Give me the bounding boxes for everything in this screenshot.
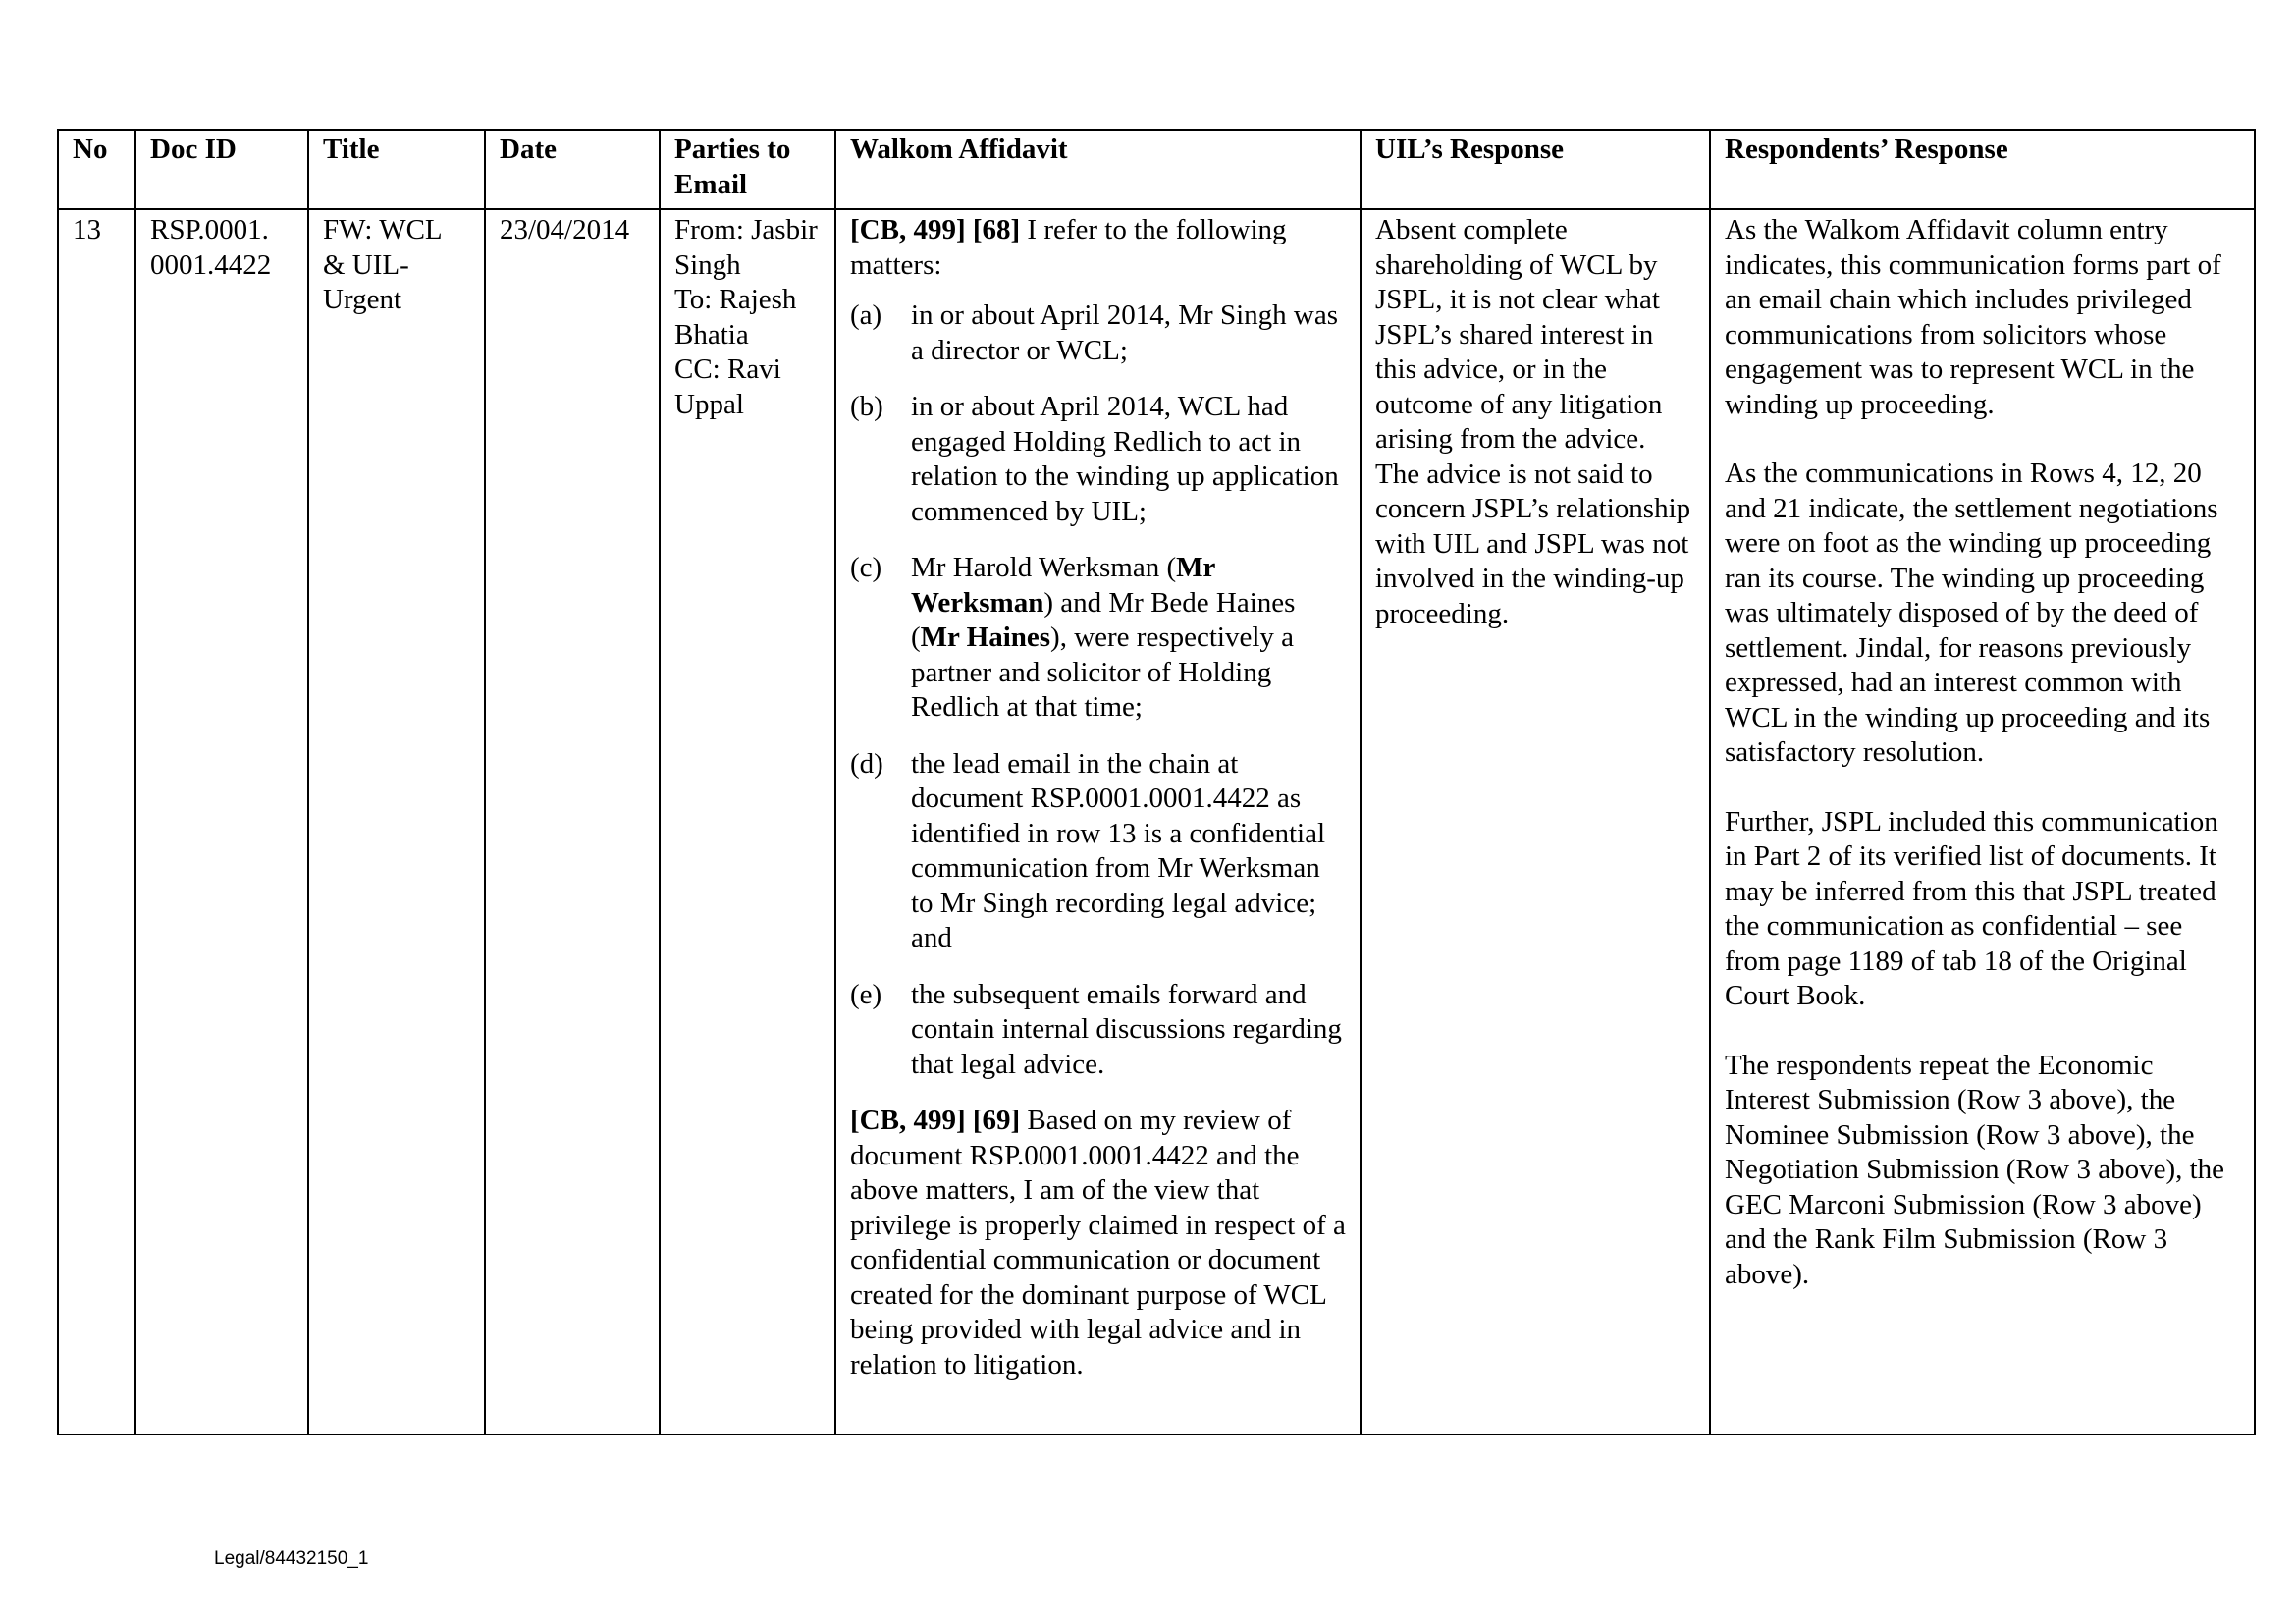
cell-walkom-affidavit [835,209,1361,1435]
list-marker: (c) [850,552,882,583]
cell-no: 13 [58,209,135,1435]
header-row [58,130,2255,209]
walkom-paragraph-69-text: Based on my review of document RSP.0001.0001.4422 and the above matters, I am of the view that privilege is properly claimed in respect of a confidential communication or document created for the dominant purpose of WCL being provided with legal advice and in relation to litigation. [850,1105,1346,1380]
respondents-paragraph: As the communications in Rows 4, 12, 20 and 21 indicate, the settlement negotiations were on foot as the winding up proceeding ran its course. The winding up proceeding was ultimately disposed of by the deed of settlement. Jindal, for reasons previously expressed, had an interest common with WCL in the winding up proceeding and its satisfactory resolution. [1725,458,2218,768]
list-marker: (e) [850,978,882,1010]
respondents-paragraph: As the Walkom Affidavit column entry indicates, this communication forms part of an email chain which includes privileged communications from solicitors whose engagement was to represent WCL in the winding up proceeding. [1725,214,2221,420]
cell-uil-response [1361,209,1710,1435]
list-item-text: in or about April 2014, Mr Singh was a director or WCL; [911,299,1338,366]
header-parties: Parties to Email [660,130,835,209]
text-segment: ) and Mr Bede Haines ( [911,586,1296,653]
list-item [850,978,1346,1083]
header-walkom-affidavit: Walkom Affidavit [835,130,1361,209]
citation-68: [CB, 499] [68] [850,214,1021,245]
table-row [58,209,2255,1435]
walkom-matters-list [850,298,1346,1082]
list-item [850,390,1346,529]
cell-parties [660,209,835,1435]
privilege-table [57,129,2256,1435]
doc-id-line-1: RSP.0001. [150,214,269,245]
citation-69: [CB, 499] [69] [850,1105,1021,1136]
cell-date: 23/04/2014 [485,209,660,1435]
text-segment: ), were respectively a partner and solicitor of Holding Redlich at that time; [911,622,1295,723]
respondents-paragraph: Further, JSPL included this communication in Part 2 of its verified list of documents. It may be inferred from this that JSPL treated the communication as confidential – see from page 1189 of tab 18 of the Original Court Book. [1725,805,2218,1011]
list-marker: (b) [850,391,883,422]
header-title: Title [308,130,485,209]
respondents-paragraph: The respondents repeat the Economic Interest Submission (Row 3 above), the Nominee Submission (Row 3 above), the Negotiation Submission (Row 3 above), the GEC Marconi Submission (Row 3 above) and the Rank Film Submission (Row 3 above). [1725,1049,2225,1290]
walkom-paragraph-68 [850,213,1346,283]
walkom-paragraph-69 [850,1104,1346,1382]
list-marker: (d) [850,747,883,780]
list-item [850,298,1346,368]
cell-respondents-response [1710,209,2255,1435]
uil-response-text: Absent complete shareholding of WCL by JSPL, it is not clear what JSPL’s shared interest in this advice, or in the outcome of any litigation arising from the advice. The advice is not said to concern JSPL’s relationship with UIL and JSPL was not involved in the winding-up proceeding. [1375,214,1691,629]
header-date: Date [485,130,660,209]
parties-cc: CC: Ravi Uppal [674,353,781,420]
cell-doc-id [135,209,308,1435]
parties-to: To: Rajesh Bhatia [674,284,797,351]
list-item-text: the lead email in the chain at document RSP.0001.0001.4422 as identified in row 13 is a confidential communication from Mr Werksman to Mr Singh recording legal advice; and [911,747,1326,953]
list-item-text: the subsequent emails forward and contain internal discussions regarding that legal advice. [911,978,1342,1080]
header-no: No [58,130,135,209]
parties-from: From: Jasbir Singh [674,214,818,281]
header-uil-response: UIL’s Response [1361,130,1710,209]
list-marker: (a) [850,299,882,331]
header-doc-id: Doc ID [135,130,308,209]
document-reference-footer: Legal/84432150_1 [214,1548,369,1569]
list-item [850,551,1346,726]
list-item-text [911,552,1295,723]
list-item [850,747,1346,956]
list-item-text: in or about April 2014, WCL had engaged Holding Redlich to act in relation to the winding up application commenced by UIL; [911,391,1339,527]
cell-title: FW: WCL & UIL- Urgent [308,209,485,1435]
text-segment: Mr Harold Werksman ( [911,552,1177,583]
defined-term-haines: Mr Haines [920,622,1051,653]
defined-term-werksman: Mr Werksman [911,552,1215,619]
header-respondents-response: Respondents’ Response [1710,130,2255,209]
doc-id-line-2: 0001.4422 [150,248,272,281]
walkom-paragraph-68-text: I refer to the following matters: [850,214,1287,281]
